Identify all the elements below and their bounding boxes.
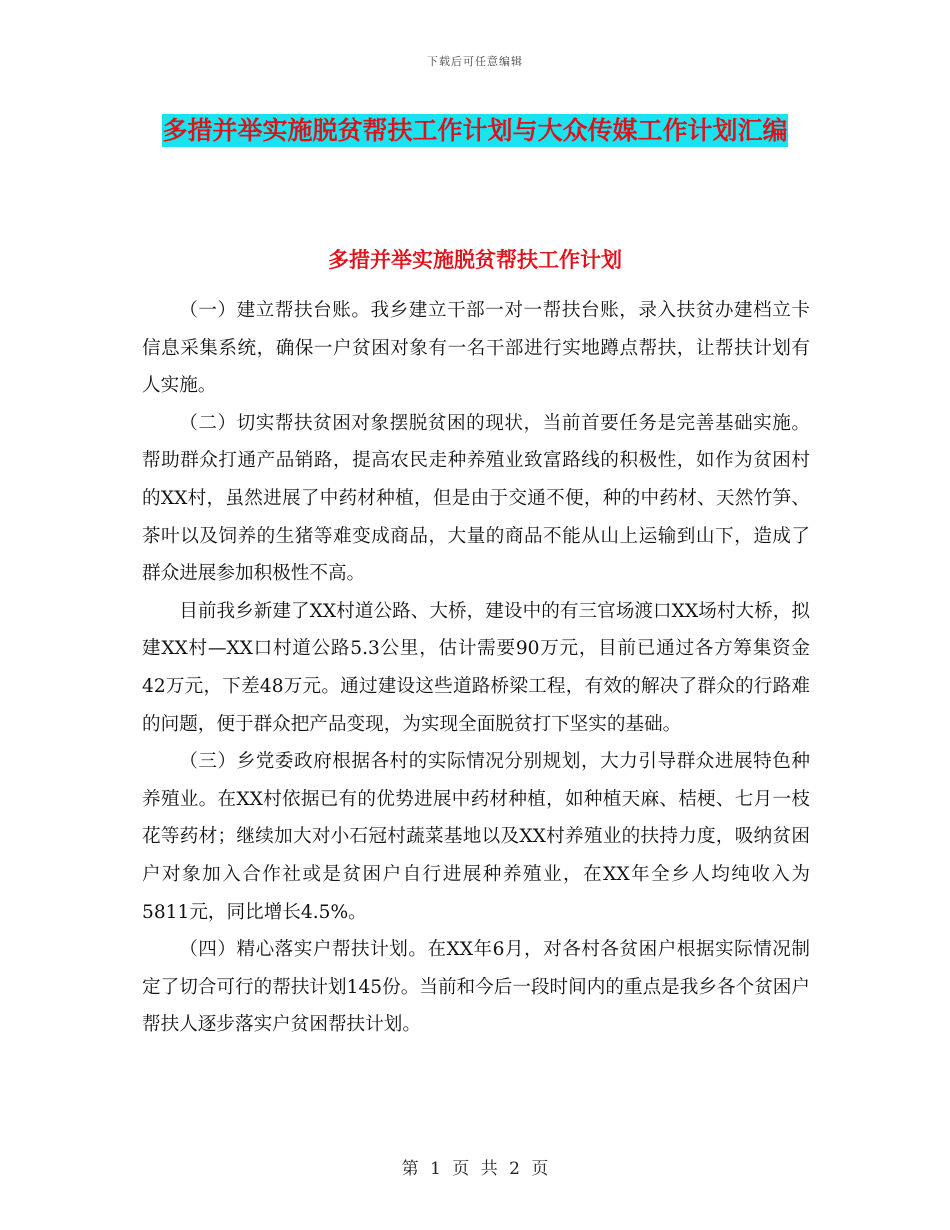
paragraph-1: （一）建立帮扶台账。我乡建立干部一对一帮扶台账，录入扶贫办建档立卡信息采集系统，确保一户贫困对象有一名干部进行实地蹲点帮扶，让帮扶计划有人实施。	[142, 300, 810, 397]
section-title: 多措并举实施脱贫帮扶工作计划	[328, 248, 622, 272]
paragraph-3: 目前我乡新建了XX村道公路、大桥，建设中的有三官场渡口XX场村大桥，拟建XX村—XX口村道公路5.3公里，估计需要90万元，目前已通过各方筹集资金42万元，下差48万元。通过建设这些道路桥梁工程，有效的解决了群众的行路难的问题，便于群众把产品变现，为实现全面脱贫打下坚实的基础。	[142, 600, 810, 735]
document-title	[140, 110, 810, 152]
page-number-footer: 第 1 页 共 2 页	[401, 1159, 549, 1179]
document-body	[142, 292, 810, 1044]
paragraph-5: （四）精心落实户帮扶计划。在XX年6月，对各村各贫困户根据实际情况制定了切合可行的帮扶计划145份。当前和今后一段时间内的重点是我乡各个贫困户帮扶人逐步落实户贫困帮扶计划。	[142, 939, 810, 1036]
page-header-note: 下载后可任意编辑	[427, 55, 523, 68]
paragraph-2: （二）切实帮扶贫困对象摆脱贫困的现状，当前首要任务是完善基础实施。帮助群众打通产品销路，提高农民走种养殖业致富路线的积极性，如作为贫困村的XX村，虽然进展了中药材种植，但是由于交通不便，种的中药材、天然竹笋、茶叶以及饲养的生猪等难变成商品，大量的商品不能从山上运输到山下，造成了群众进展参加积极性不高。	[142, 412, 810, 585]
document-title-text: 多措并举实施脱贫帮扶工作计划与大众传媒工作计划汇编	[162, 116, 788, 145]
paragraph-4: （三）乡党委政府根据各村的实际情况分别规划，大力引导群众进展特色种养殖业。在XX村依据已有的优势进展中药材种植，如种植天麻、桔梗、七月一枝花等药材；继续加大对小石冠村蔬菜基地以及XX村养殖业的扶持力度，吸纳贫困户对象加入合作社或是贫困户自行进展种养殖业，在XX年全乡人均纯收入为5811元，同比增长4.5%。	[142, 751, 810, 923]
